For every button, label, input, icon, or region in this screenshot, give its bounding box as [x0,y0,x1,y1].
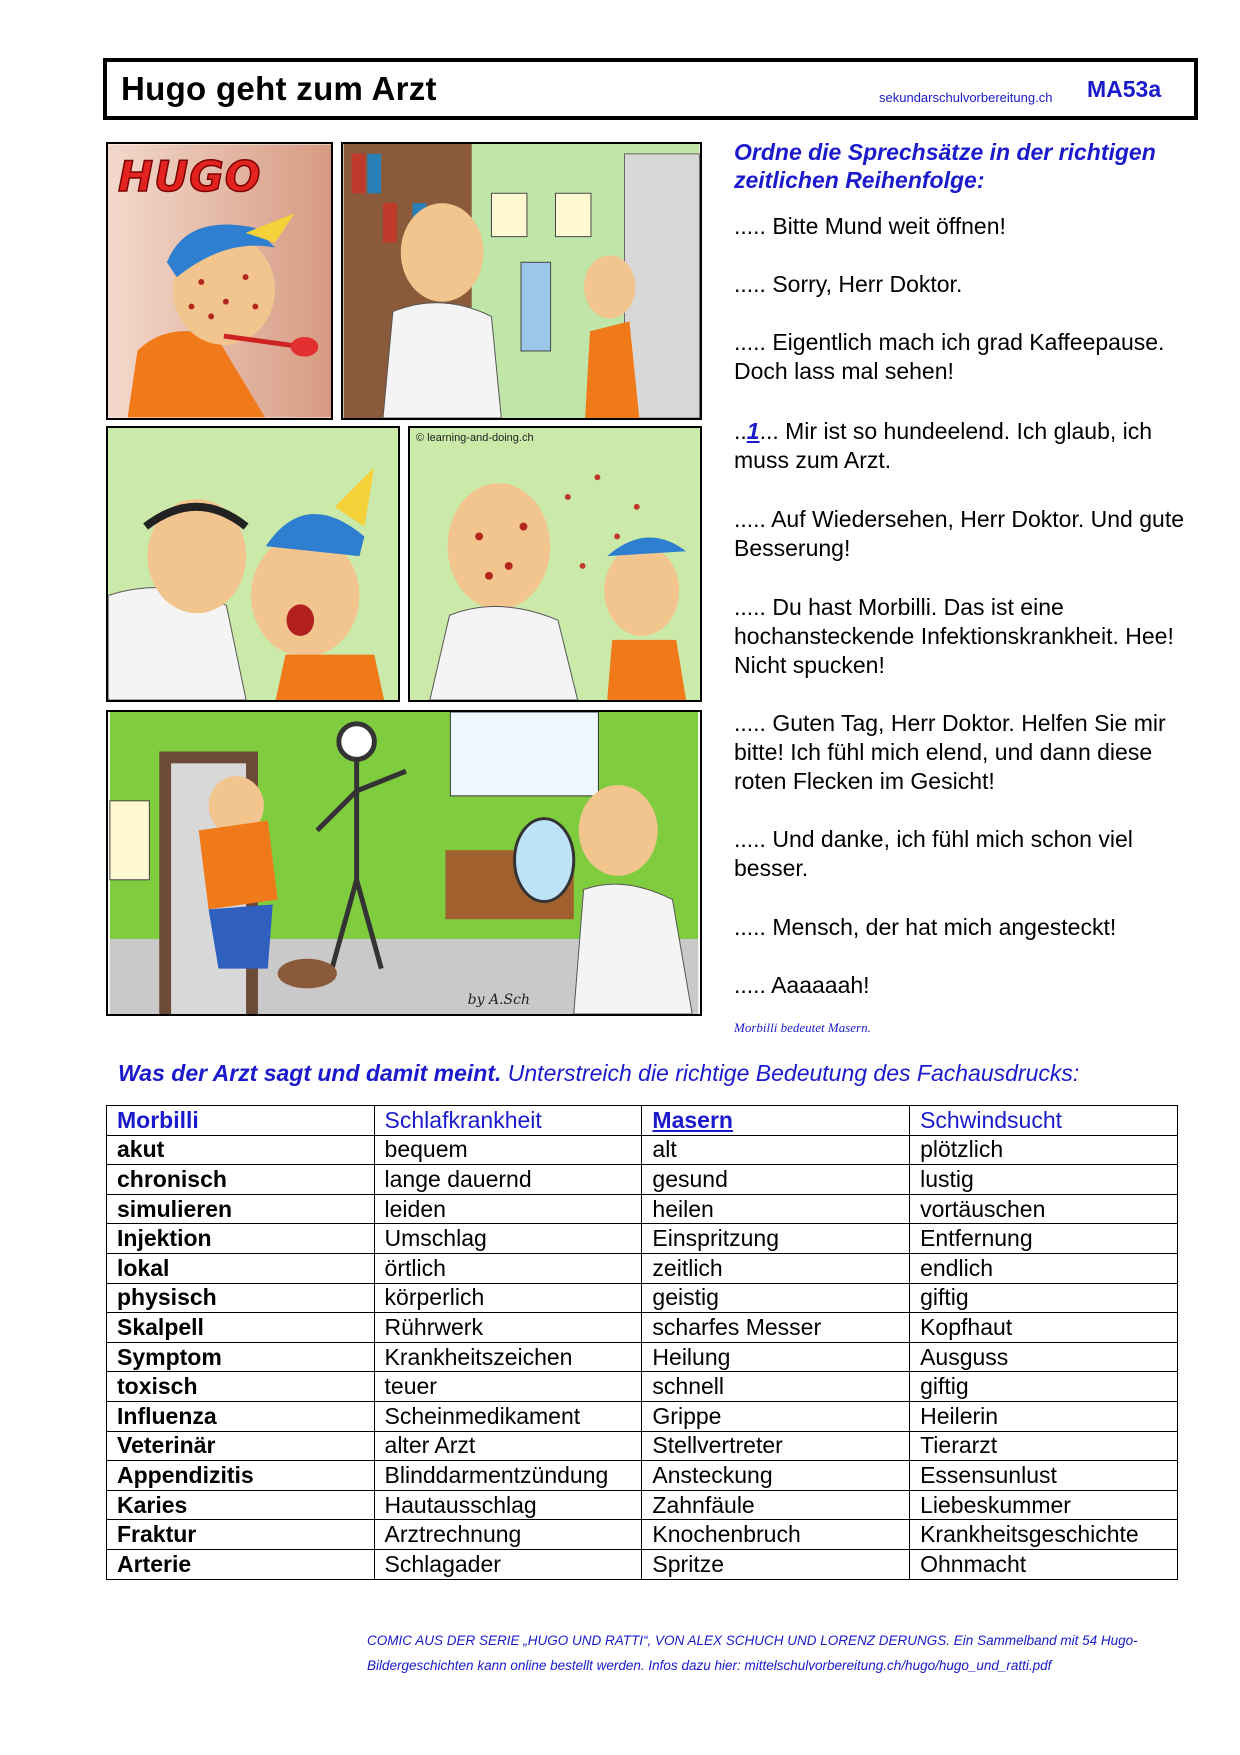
vocabulary-table [106,1105,1178,1580]
sentence-prefix: ..... [734,826,766,852]
sentence-text: Bitte Mund weit öffnen! [765,213,1006,239]
table-row [107,1165,1178,1195]
exercise2-instruction [118,1060,1079,1087]
table-cell-option[interactable]: Krankheitsgeschichte [910,1520,1178,1550]
table-cell-option[interactable]: leiden [374,1194,642,1224]
comic-panel-3-art [108,428,398,700]
hugo-logo: HUGO [118,152,262,201]
table-row [107,1401,1178,1431]
table-cell-term: Arterie [107,1549,375,1579]
comic-panel-3 [106,426,400,702]
table-cell-option[interactable]: zeitlich [642,1253,910,1283]
table-row [107,1283,1178,1313]
sentence-text: Du hast Morbilli. Das ist eine hochansteckende Infektionskrankheit. Hee! Nicht spucken! [734,594,1174,678]
table-cell-option[interactable]: schnell [642,1372,910,1402]
footer-line: Bildergeschichten kann online bestellt werden. Infos dazu hier: mittelschulvorbereitung.ch/hugo/hugo_und_ratti.pdf [367,1658,1052,1673]
table-cell-option[interactable]: Kopfhaut [910,1313,1178,1343]
sentence-item [734,971,1204,1000]
table-cell-option[interactable]: Blinddarmentzündung [374,1461,642,1491]
comic-panel-4-art [410,428,700,700]
sentence-text: Aaaaaah! [765,972,870,998]
comic-signature: by A.Sch [467,992,530,1008]
page-title: Hugo geht zum Arzt [121,70,437,107]
table-row [107,1549,1178,1579]
table-cell-option[interactable]: plötzlich [910,1135,1178,1165]
table-cell-option[interactable]: teuer [374,1372,642,1402]
table-cell-option[interactable]: bequem [374,1135,642,1165]
table-cell-option[interactable]: lange dauernd [374,1165,642,1195]
table-cell-option[interactable]: Rührwerk [374,1313,642,1343]
table-header-row [107,1106,1178,1136]
exercise2-intro-rest: Unterstreich die richtige Bedeutung des Fachausdrucks: [501,1060,1080,1086]
table-cell-option[interactable]: Schlafkrankheit [374,1106,642,1136]
table-cell-option[interactable]: Spritze [642,1549,910,1579]
sentence-prefix: ..... [734,271,766,297]
table-cell-term: chronisch [107,1165,375,1195]
table-cell-option[interactable]: Scheinmedikament [374,1401,642,1431]
sentence-text: Mir ist so hundeelend. Ich glaub, ich muss zum Arzt. [734,418,1153,473]
table-row [107,1520,1178,1550]
table-cell-option[interactable]: giftig [910,1283,1178,1313]
table-cell-term: simulieren [107,1194,375,1224]
footer-line: COMIC AUS DER SERIE „HUGO UND RATTI“, VON ALEX SCHUCH UND LORENZ DERUNGS. Ein Sammelband mit 54 Hugo- [367,1633,1138,1648]
sentence-text: Guten Tag, Herr Doktor. Helfen Sie mir bitte! Ich fühl mich elend, und dann diese roten Flecken im Gesicht! [734,710,1166,794]
table-cell-option[interactable]: Umschlag [374,1224,642,1254]
table-cell-option[interactable]: Ausguss [910,1342,1178,1372]
table-cell-term: Influenza [107,1401,375,1431]
table-cell-term: Injektion [107,1224,375,1254]
sentence-prefix: ..... [734,914,766,940]
table-cell-option[interactable]: alter Arzt [374,1431,642,1461]
table-cell-option[interactable]: giftig [910,1372,1178,1402]
sentence-prefix: ..... [734,710,766,736]
table-cell-option[interactable]: Einspritzung [642,1224,910,1254]
table-cell-option[interactable]: Tierarzt [910,1431,1178,1461]
table-cell-term: toxisch [107,1372,375,1402]
footer-credit [367,1628,1167,1678]
comic-panel-2-art [343,144,700,418]
exercise1-instruction: Ordne die Sprechsätze in der richtigen zeitlichen Reihenfolge: [734,139,1156,193]
website-label: sekundarschulvorbereitung.ch [879,90,1053,105]
sentence-prefix: ..... [734,329,766,355]
sentence-text: Sorry, Herr Doktor. [765,271,963,297]
sentence-item [734,593,1204,680]
table-cell-option[interactable]: Ansteckung [642,1461,910,1491]
worksheet-code: MA53a [1087,76,1162,102]
sentence-prefix: ..... [734,594,766,620]
table-cell-option[interactable]: Liebeskummer [910,1490,1178,1520]
table-cell-option[interactable]: Arztrechnung [374,1520,642,1550]
table-cell-term: Karies [107,1490,375,1520]
sentence-prefix: .. [734,418,747,444]
table-row [107,1194,1178,1224]
table-cell-option[interactable]: örtlich [374,1253,642,1283]
table-cell-option[interactable]: Krankheitszeichen [374,1342,642,1372]
sentence-text: Eigentlich mach ich grad Kaffeepause. Doch lass mal sehen! [734,329,1165,384]
sentence-text: Auf Wiedersehen, Herr Doktor. Und gute Besserung! [734,506,1184,561]
sentence-item [734,417,1204,475]
table-row [107,1461,1178,1491]
table-cell-term: Skalpell [107,1313,375,1343]
sentence-number[interactable]: 1 [746,418,760,444]
table-row [107,1224,1178,1254]
table-cell-option[interactable]: heilen [642,1194,910,1224]
sentence-item [734,913,1204,942]
table-cell-term: Morbilli [107,1106,375,1136]
sentence-prefix: ..... [734,972,766,998]
table-cell-option[interactable]: Knochenbruch [642,1520,910,1550]
table-cell-option[interactable]: Hautausschlag [374,1490,642,1520]
table-cell-option[interactable]: vortäuschen [910,1194,1178,1224]
header-box [103,58,1198,120]
table-cell-option[interactable]: Schlagader [374,1549,642,1579]
comic-panel-5 [106,710,702,1016]
sentence-suffix: ... [759,418,779,444]
sentence-item [734,505,1204,563]
exercise2-intro-bold: Was der Arzt sagt und damit meint. [118,1060,502,1086]
comic-panel-1 [106,142,333,420]
table-cell-option[interactable]: endlich [910,1253,1178,1283]
sentence-item [734,328,1204,386]
table-cell-term: Veterinär [107,1431,375,1461]
table-cell-term: Fraktur [107,1520,375,1550]
table-row [107,1490,1178,1520]
table-cell-option[interactable]: Zahnfäule [642,1490,910,1520]
table-cell-option[interactable]: geistig [642,1283,910,1313]
table-row [107,1431,1178,1461]
sentence-text: Mensch, der hat mich angesteckt! [765,914,1117,940]
table-cell-term: physisch [107,1283,375,1313]
table-cell-option[interactable]: Stellvertreter [642,1431,910,1461]
table-cell-term: Appendizitis [107,1461,375,1491]
sentence-prefix: ..... [734,213,766,239]
comic-panel-5-art [108,712,700,1014]
table-cell-term: Symptom [107,1342,375,1372]
sentence-item [734,270,1204,299]
table-cell-option[interactable]: gesund [642,1165,910,1195]
table-cell-option[interactable]: Grippe [642,1401,910,1431]
sentence-item [734,825,1204,883]
table-cell-option[interactable]: scharfes Messer [642,1313,910,1343]
comic-copyright: © learning-and-doing.ch [416,432,534,444]
table-cell-option[interactable]: alt [642,1135,910,1165]
table-cell-term: lokal [107,1253,375,1283]
sentence-text: Und danke, ich fühl mich schon viel besser. [734,826,1133,881]
morbilli-note: Morbilli bedeutet Masern. [734,1020,871,1035]
sentence-item [734,212,1204,241]
table-cell-option[interactable]: Schwindsucht [910,1106,1178,1136]
table-cell-term: akut [107,1135,375,1165]
comic-panel-4 [408,426,702,702]
table-row [107,1253,1178,1283]
table-row [107,1313,1178,1343]
table-cell-option[interactable]: Entfernung [910,1224,1178,1254]
sentence-item [734,709,1204,796]
table-row [107,1342,1178,1372]
comic-panel-2 [341,142,702,420]
table-cell-option[interactable]: Essensunlust [910,1461,1178,1491]
table-cell-option[interactable]: Ohnmacht [910,1549,1178,1579]
table-cell-option[interactable]: Heilung [642,1342,910,1372]
table-cell-option[interactable]: lustig [910,1165,1178,1195]
sentence-prefix: ..... [734,506,766,532]
table-row [107,1372,1178,1402]
table-cell-option[interactable]: Heilerin [910,1401,1178,1431]
table-cell-option[interactable]: Masern [642,1106,910,1136]
table-cell-option[interactable]: körperlich [374,1283,642,1313]
table-row [107,1135,1178,1165]
